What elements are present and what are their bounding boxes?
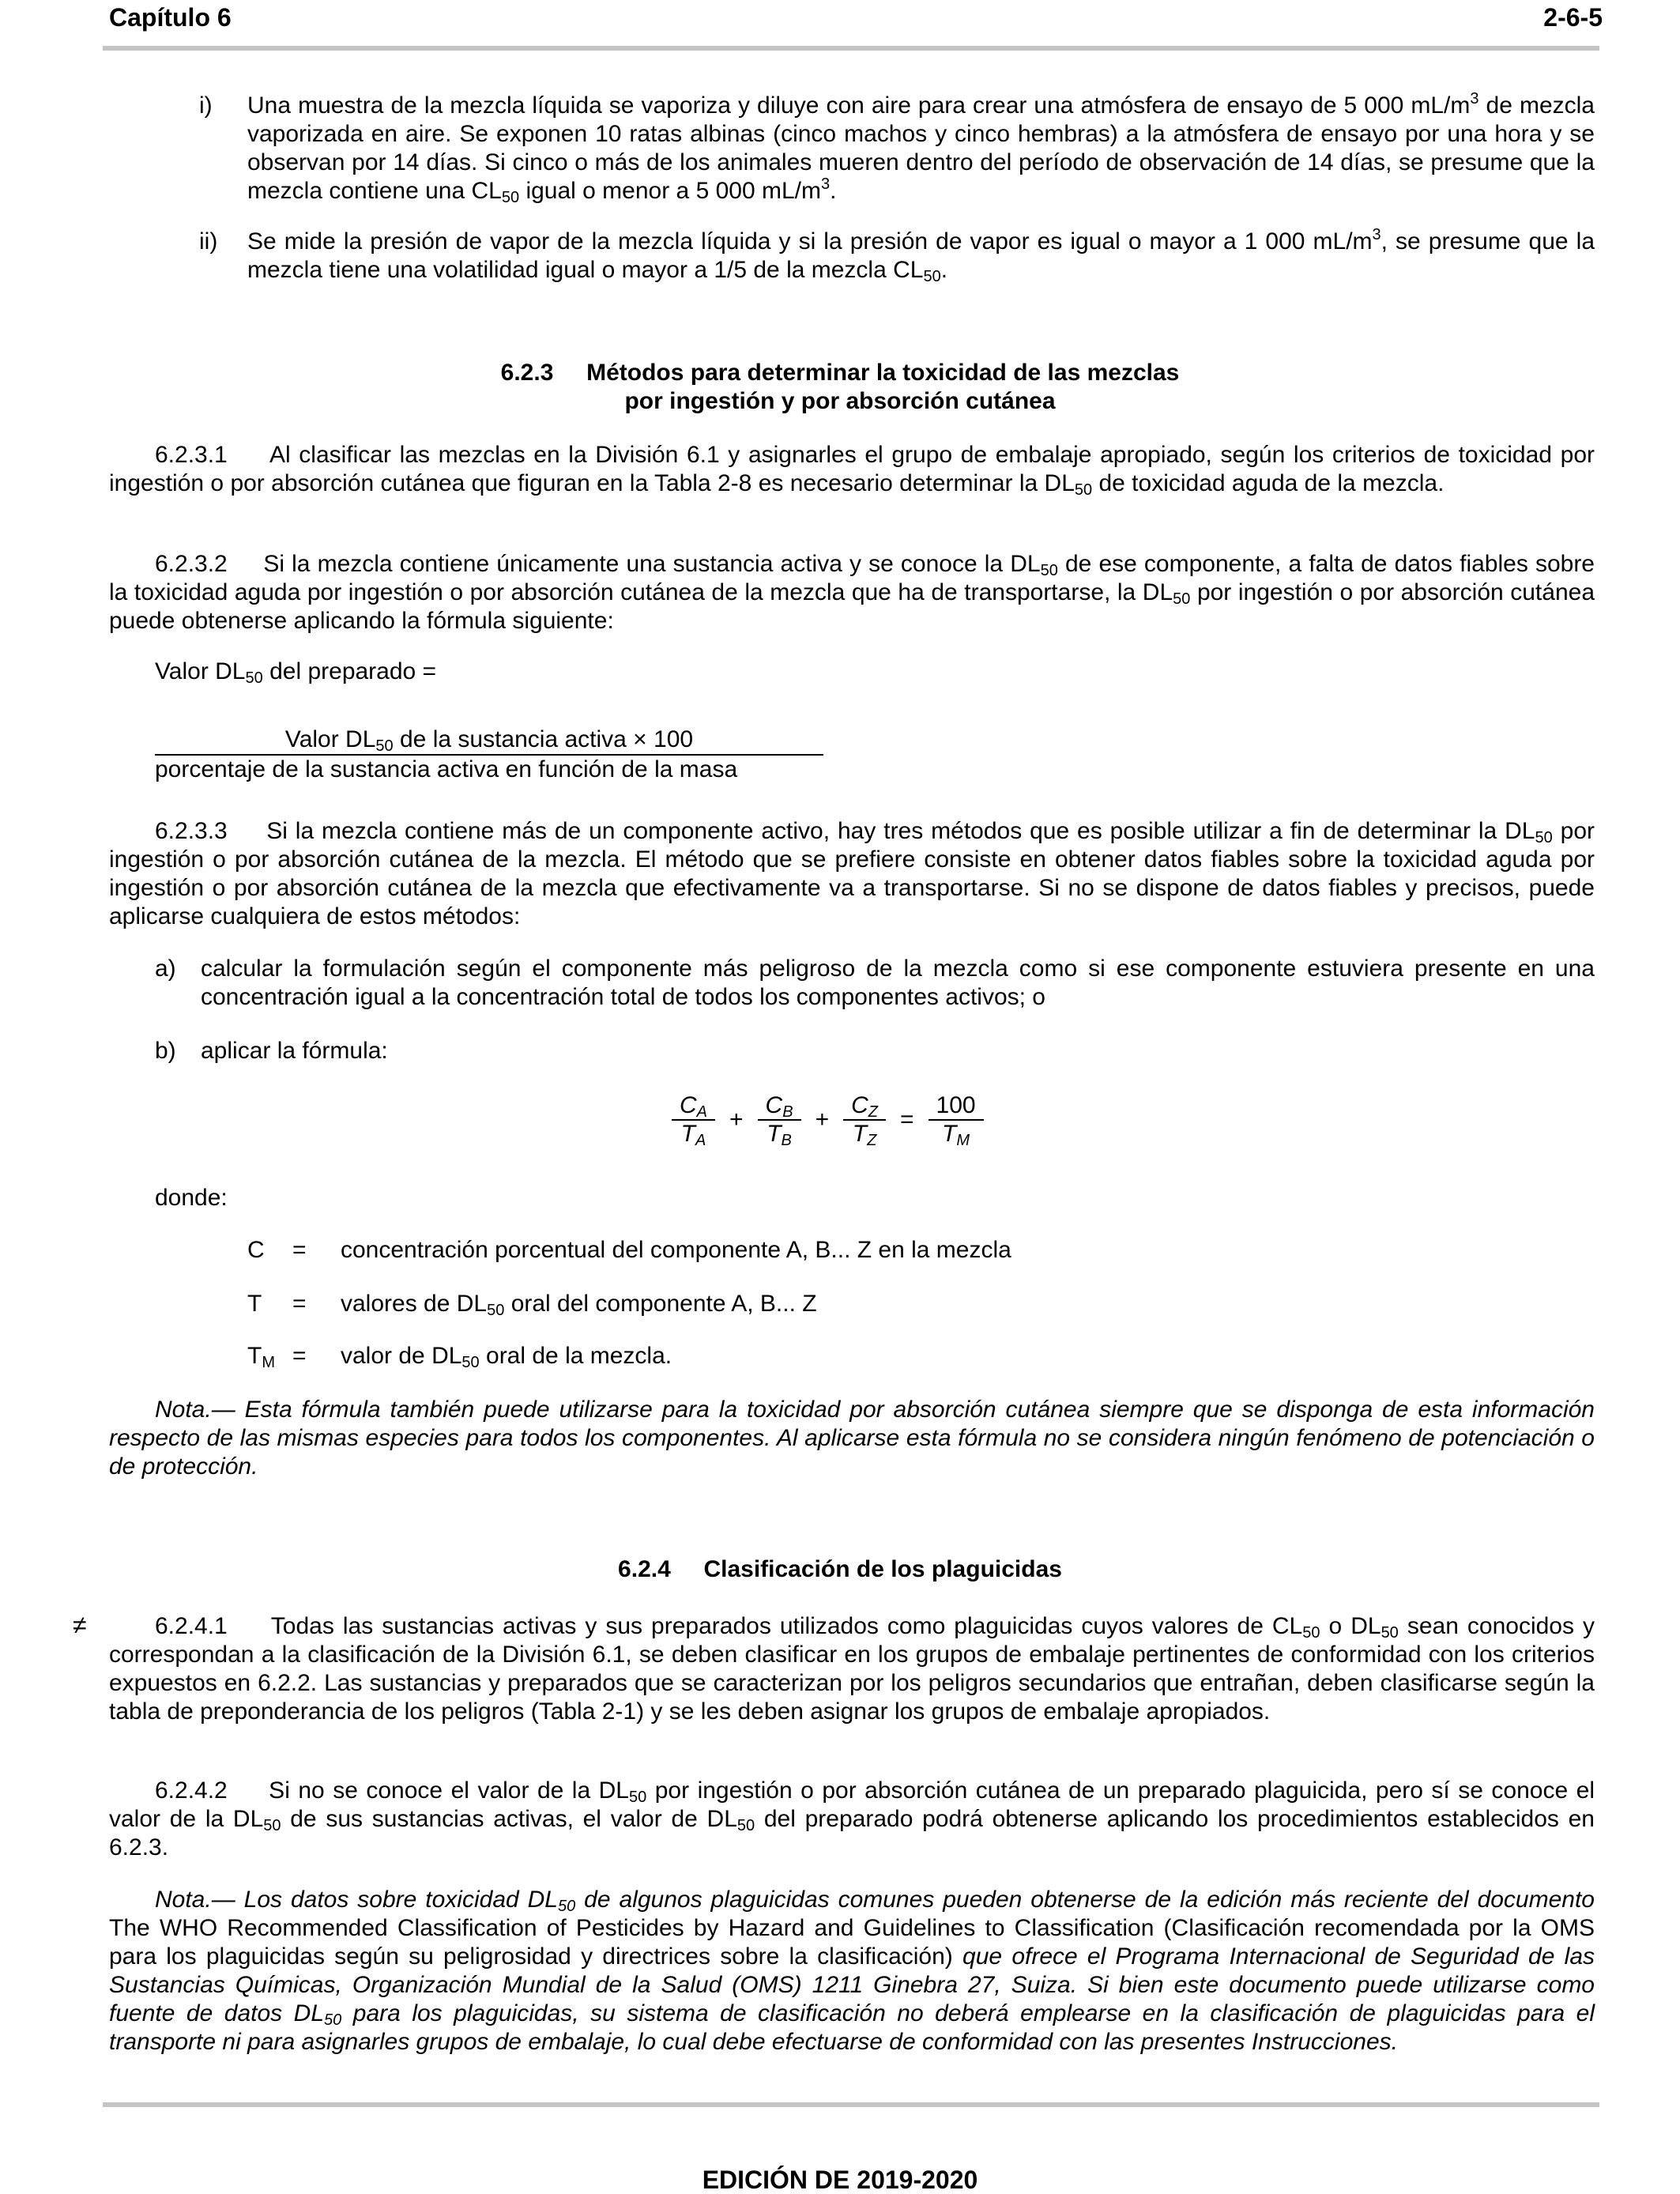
section-number: 6.2.3: [500, 360, 554, 386]
equals-sign: =: [899, 1106, 914, 1133]
def-c-symbol: C: [247, 1237, 265, 1263]
section-title: Clasificación de los plaguicidas: [703, 1556, 1062, 1582]
formula-2: [672, 1092, 984, 1148]
formula-1-numerator: Valor $DL_{50}$ de la sustancia activa × 100: [155, 726, 823, 756]
item-ii-label: ii): [199, 228, 218, 254]
paragraph-6242: 6.2.4.2 Si no se conoce el valor de la $DL_{50}$ por ingestión o por absorción cutánea de un preparado plaguicida, pero sí se conoce el valor de la $DL_{50}$ de sus sustancias activas, el valor de $DL_{50}$ del preparado podrá obtenerse aplicando los procedimientos establecidos en 6.2.3.: [109, 1777, 1595, 1860]
chapter-title: Capítulo 6: [109, 3, 232, 32]
plus-sign: +: [729, 1106, 744, 1133]
valor-dl50-label: Valor $DL_{50}$ del preparado =: [155, 658, 437, 687]
section-title-line1: Métodos para determinar la toxicidad de las mezclas: [586, 360, 1180, 386]
item-i-label: i): [199, 92, 213, 119]
donde-label: donde:: [155, 1185, 228, 1211]
edition-footer: EDICIÓN DE 2019-2020: [702, 2166, 978, 2194]
fraction-b-numerator: $C_B$: [758, 1092, 801, 1121]
page-number: 2-6-5: [1543, 3, 1603, 32]
fraction-a-denominator: $T_A$: [680, 1121, 706, 1149]
def-t-symbol: T: [247, 1291, 262, 1317]
def-t-text: valores de $DL_{50}$ oral del componente A, B... Z: [341, 1291, 817, 1319]
fraction-z: [843, 1092, 886, 1148]
plus-sign: +: [815, 1106, 830, 1133]
fraction-z-denominator: $T_Z$: [852, 1121, 877, 1149]
fraction-a: [672, 1092, 715, 1148]
item-a-label: a): [155, 956, 176, 982]
item-a-text: calcular la formulación según el componente más peligroso de la mezcla como si ese componente estuviera presente en una concentración igual a la concentración total de todos los componentes activos; o: [201, 956, 1595, 1010]
fraction-b-denominator: $T_B$: [767, 1121, 792, 1149]
fraction-m-numerator: 100: [929, 1092, 984, 1121]
item-i-text: Una muestra de la mezcla líquida se vaporiza y diluye con aire para crear una atmósfera de ensayo de 5 000 $mL/m^3$ de mezcla vaporizada en aire. Se exponen 10 ratas albinas (cinco machos y cinco hembras) a la atmósfera de ensayo por una hora y se observan por 14 días. Si cinco o más de los animales mueren dentro del período de observación de 14 días, se presume que la mezcla contiene una $CL_{50}$ igual o menor a 5 000 $mL/m^3$.: [247, 90, 1595, 206]
def-c-equals: =: [292, 1237, 307, 1263]
paragraph-6233: 6.2.3.3 Si la mezcla contiene más de un componente activo, hay tres métodos que es posible utilizar a fin de determinar la $DL_{50}$ por ingestión o por absorción cutánea de la mezcla. El método que se prefiere consiste en obtener datos fiables sobre la toxicidad aguda por ingestión o por absorción cutánea de la mezcla que efectivamente va a transportarse. Si no se dispone de datos fiables y precisos, puede aplicarse cualquiera de estos métodos:: [109, 818, 1595, 929]
section-624-heading: [0, 1555, 1680, 1584]
def-c-text: concentración porcentual del componente A, B... Z en la mezcla: [341, 1237, 1011, 1263]
section-number: 6.2.4: [618, 1556, 671, 1582]
fraction-b: [758, 1092, 801, 1148]
item-b-label: b): [155, 1038, 176, 1064]
formula-1-denominator: porcentaje de la sustancia activa en función de la masa: [155, 756, 738, 782]
fraction-z-numerator: $C_Z$: [843, 1092, 886, 1121]
change-mark: ≠: [73, 1611, 87, 1639]
item-b-text: aplicar la fórmula:: [201, 1038, 388, 1064]
def-t-equals: =: [292, 1291, 307, 1317]
fraction-m-denominator: $T_M$: [942, 1121, 970, 1149]
item-ii-text: Se mide la presión de vapor de la mezcla líquida y si la presión de vapor es igual o mayor a 1 000 $mL/m^3$, se presume que la mezcla tiene una volatilidad igual o mayor a 1/5 de la mezcla $CL_{50}$.: [247, 226, 1595, 285]
footer-rule: [103, 2102, 1599, 2107]
fraction-m: [929, 1092, 984, 1148]
section-title-line2: por ingestión y por absorción cutánea: [624, 388, 1056, 414]
section-623-heading: [0, 359, 1680, 416]
note-623: Nota.— Esta fórmula también puede utilizarse para la toxicidad por absorción cutánea siempre que se disponga de esta información respecto de las mismas especies para todos los componentes. Al aplicarse esta fórmula no se considera ningún fenómeno de potenciación o de protección.: [109, 1397, 1595, 1480]
fraction-a-numerator: $C_A$: [672, 1092, 715, 1121]
def-tm-equals: =: [292, 1343, 307, 1369]
paragraph-6241: 6.2.4.1 Todas las sustancias activas y sus preparados utilizados como plaguicidas cuyos valores de $CL_{50}$ o $DL_{50}$ sean conocidos y correspondan a la clasificación de la División 6.1, se deben clasificar en los grupos de embalaje pertinentes de conformidad con los criterios expuestos en 6.2.2. Las sustancias y preparados que se caracterizan por los peligros secundarios que entrañan, deben clasificarse según la tabla de preponderancia de los peligros (Tabla 2-1) y se les deben asignar los grupos de embalaje apropiados.: [109, 1613, 1595, 1725]
def-tm-symbol: $T_M$: [247, 1343, 275, 1371]
def-tm-text: valor de $DL_{50}$ oral de la mezcla.: [341, 1343, 672, 1371]
header-rule: [103, 46, 1599, 51]
note-624: Nota.— Los datos sobre toxicidad $DL_{50}$ de algunos plaguicidas comunes pueden obtenerse de la edición más reciente del documento The WHO Recommended Classification of Pesticides by Hazard and Guidelines to Classification (Clasificación recomendada por la OMS para los plaguicidas según su peligrosidad y directrices sobre la clasificación) que ofrece el Programa Internacional de Seguridad de las Sustancias Químicas, Organización Mundial de la Salud (OMS) 1211 Ginebra 27, Suiza. Si bien este documento puede utilizarse como fuente de datos $DL_{50}$ para los plaguicidas, su sistema de clasificación no deberá emplearse en la clasificación de plaguicidas para el transporte ni para asignarles grupos de embalaje, lo cual debe efectuarse de conformidad con las presentes Instrucciones.: [109, 1887, 1595, 2055]
paragraph-6231: 6.2.3.1 Al clasificar las mezclas en la División 6.1 y asignarles el grupo de embalaje apropiado, según los criterios de toxicidad por ingestión o por absorción cutánea que figuran en la Tabla 2-8 es necesario determinar la $DL_{50}$ de toxicidad aguda de la mezcla.: [109, 442, 1595, 499]
formula-1: [155, 726, 823, 784]
paragraph-6232: 6.2.3.2 Si la mezcla contiene únicamente una sustancia activa y se conoce la $DL_{50}$ de ese componente, a falta de datos fiables sobre la toxicidad aguda por ingestión o por absorción cutánea de la mezcla que ha de transportarse, la $DL_{50}$ por ingestión o por absorción cutánea puede obtenerse aplicando la fórmula siguiente:: [109, 551, 1595, 634]
